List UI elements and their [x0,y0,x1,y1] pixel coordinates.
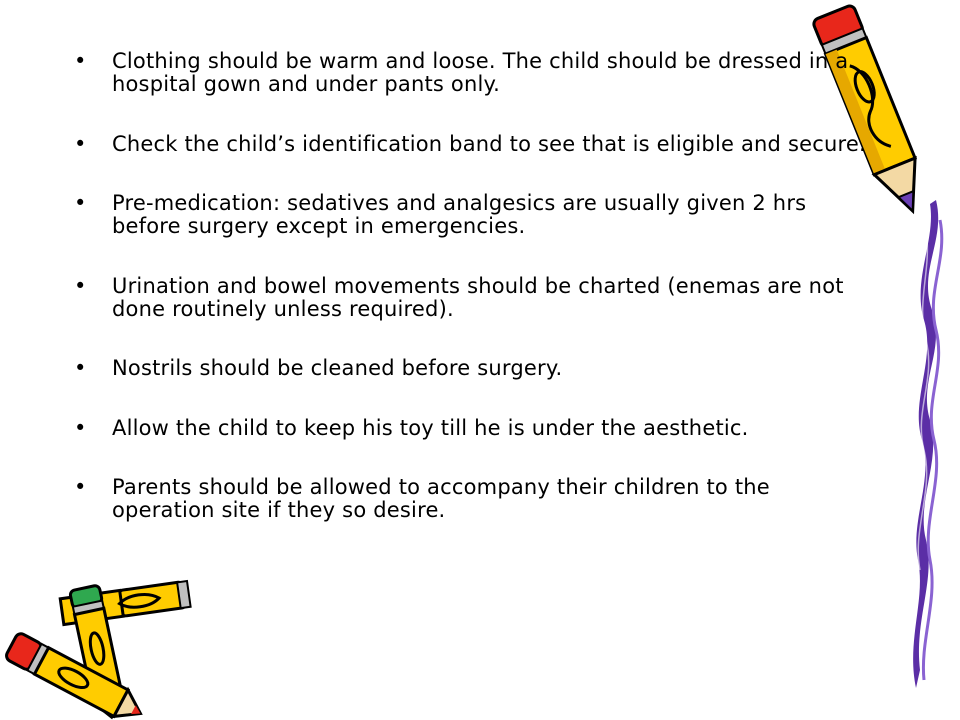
bullet-text: Allow the child to keep his toy till he is under the aesthetic. [112,415,749,440]
bullet-item [74,357,874,380]
bullet-item [74,275,874,321]
bullet-dot: • [74,356,87,380]
bullet-item [74,192,874,238]
bullet-dot: • [74,415,87,440]
bullet-text: Pre-medication: sedatives and analgesics are usually given 2 hrs before surgery except in emergencies. [112,191,807,238]
bullet-item [74,133,874,156]
bullet-dot: • [74,475,87,499]
bullet-item [74,476,874,522]
bullet-text: Clothing should be warm and loose. The child should be dressed in a hospital gown and under pants only. [112,49,849,96]
bullet-dot: • [74,273,87,298]
bullet-dot: • [74,49,87,73]
bullet-dot: • [74,191,87,215]
bullet-text: Check the child’s identification band to see that is eligible and secure. [112,131,866,156]
bullet-list [74,50,874,522]
bullet-text: Parents should be allowed to accompany their children to the operation site if they so desire. [112,475,770,522]
bullet-dot: • [74,131,87,156]
bullet-text: Nostrils should be cleaned before surgery. [112,356,563,380]
bullet-item [74,417,874,440]
bullet-item [74,50,874,96]
purple-ribbon-decoration [896,200,960,690]
pencils-icon-bottom-left [0,578,200,720]
bullet-text: Urination and bowel movements should be charted (enemas are not done routinely unless required). [112,273,844,321]
